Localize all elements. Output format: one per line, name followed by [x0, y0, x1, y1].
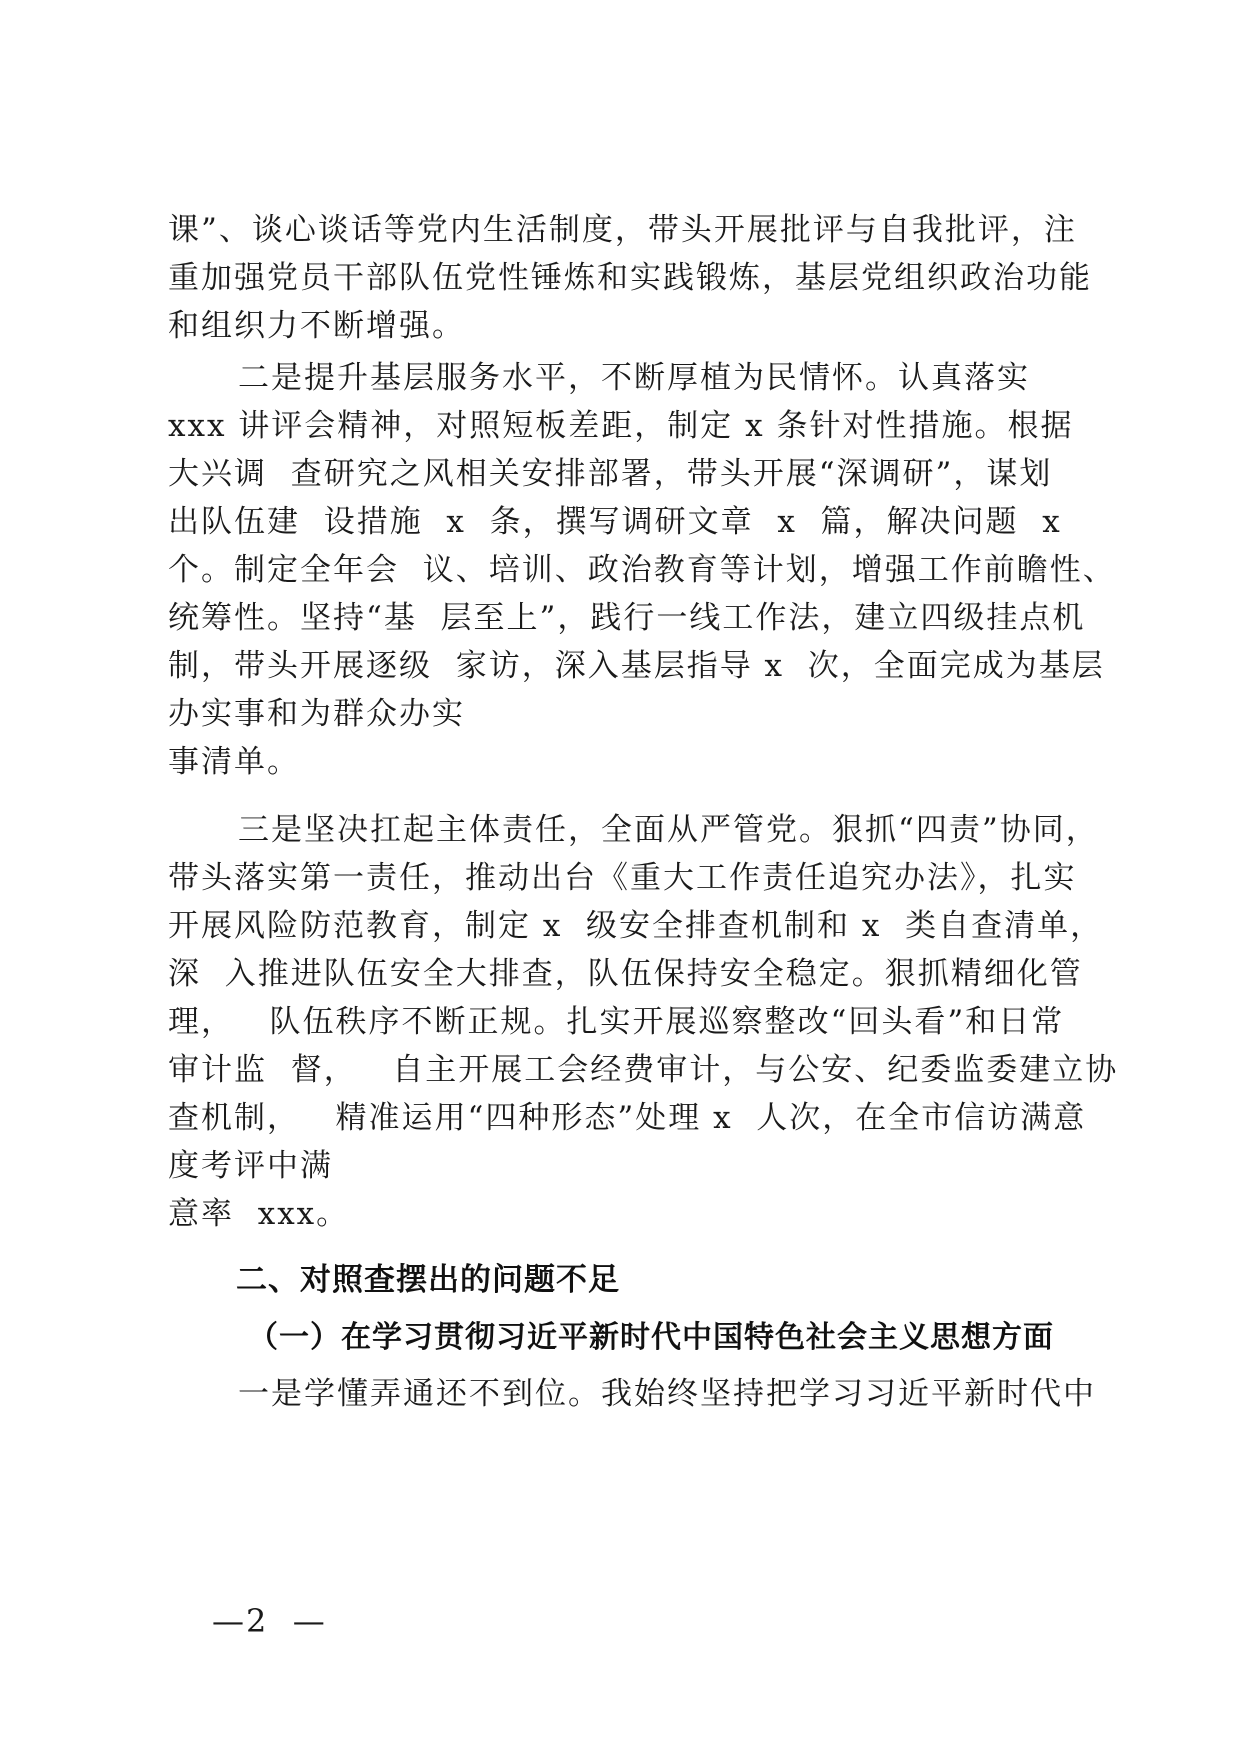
- paragraph-2-line-3: 大兴调 查研究之风相关安排部署，带头开展“深调研”，谋划: [168, 456, 1053, 492]
- paragraph-3-line-2: 带头落实第一责任，推动出台《重大工作责任追究办法》，扎实: [168, 860, 1077, 896]
- paragraph-3-line-6: 审计监 督， 自主开展工会经费审计，与公安、纪委监委建立协: [168, 1052, 1119, 1088]
- paragraph-3-line-5: 理， 队伍秩序不断正规。扎实开展巡察整改“回头看”和日常: [168, 1004, 1065, 1040]
- section-heading: 二、对照查摆出的问题不足: [236, 1262, 620, 1298]
- paragraph-2-line-2: xxx 讲评会精神，对照短板差距，制定 x 条针对性措施。根据: [168, 408, 1074, 444]
- paragraph-2-line-4: 出队伍建 设措施 x 条，撰写调研文章 x 篇，解决问题 x: [168, 504, 1062, 540]
- paragraph-2-line-9: 事清单。: [168, 744, 300, 780]
- paragraph-3-line-7: 查机制， 精准运用“四种形态”处理 x 人次，在全市信访满意: [168, 1100, 1087, 1136]
- paragraph-3-line-4: 深 入推进队伍安全大排查，队伍保持安全稳定。狠抓精细化管: [168, 956, 1083, 992]
- paragraph-2-line-1: 二是提升基层服务水平，不断厚植为民情怀。认真落实: [238, 360, 1030, 396]
- paragraph-3-line-9: 意率 xxx。: [168, 1196, 350, 1232]
- paragraph-4-line-1: 一是学懂弄通还不到位。我始终坚持把学习习近平新时代中: [238, 1376, 1096, 1412]
- paragraph-2-line-6: 统筹性。坚持“基 层至上”，践行一线工作法，建立四级挂点机: [168, 600, 1086, 636]
- paragraph-1-line-2: 重加强党员干部队伍党性锤炼和实践锻炼，基层党组织政治功能: [168, 260, 1092, 296]
- subsection-heading: （一）在学习贯彻习近平新时代中国特色社会主义思想方面: [248, 1320, 1054, 1355]
- paragraph-2-line-7: 制，带头开展逐级 家访，深入基层指导 x 次，全面完成为基层: [168, 648, 1105, 684]
- paragraph-3-line-3: 开展风险防范教育，制定 x 级安全排查机制和 x 类自查清单，: [168, 908, 1104, 944]
- paragraph-2-line-5: 个。制定全年会 议、培训、政治教育等计划，增强工作前瞻性、: [168, 552, 1116, 588]
- paragraph-1-line-1: 课”、谈心谈话等党内生活制度，带头开展批评与自我批评，注: [168, 212, 1077, 248]
- paragraph-2-line-8: 办实事和为群众办实: [168, 696, 465, 732]
- paragraph-3-line-8: 度考评中满: [168, 1148, 333, 1184]
- paragraph-1-line-3: 和组织力不断增强。: [168, 308, 465, 344]
- page-number: —2 —: [212, 1602, 327, 1640]
- paragraph-3-line-1: 三是坚决扛起主体责任，全面从严管党。狠抓“四责”协同，: [238, 812, 1099, 848]
